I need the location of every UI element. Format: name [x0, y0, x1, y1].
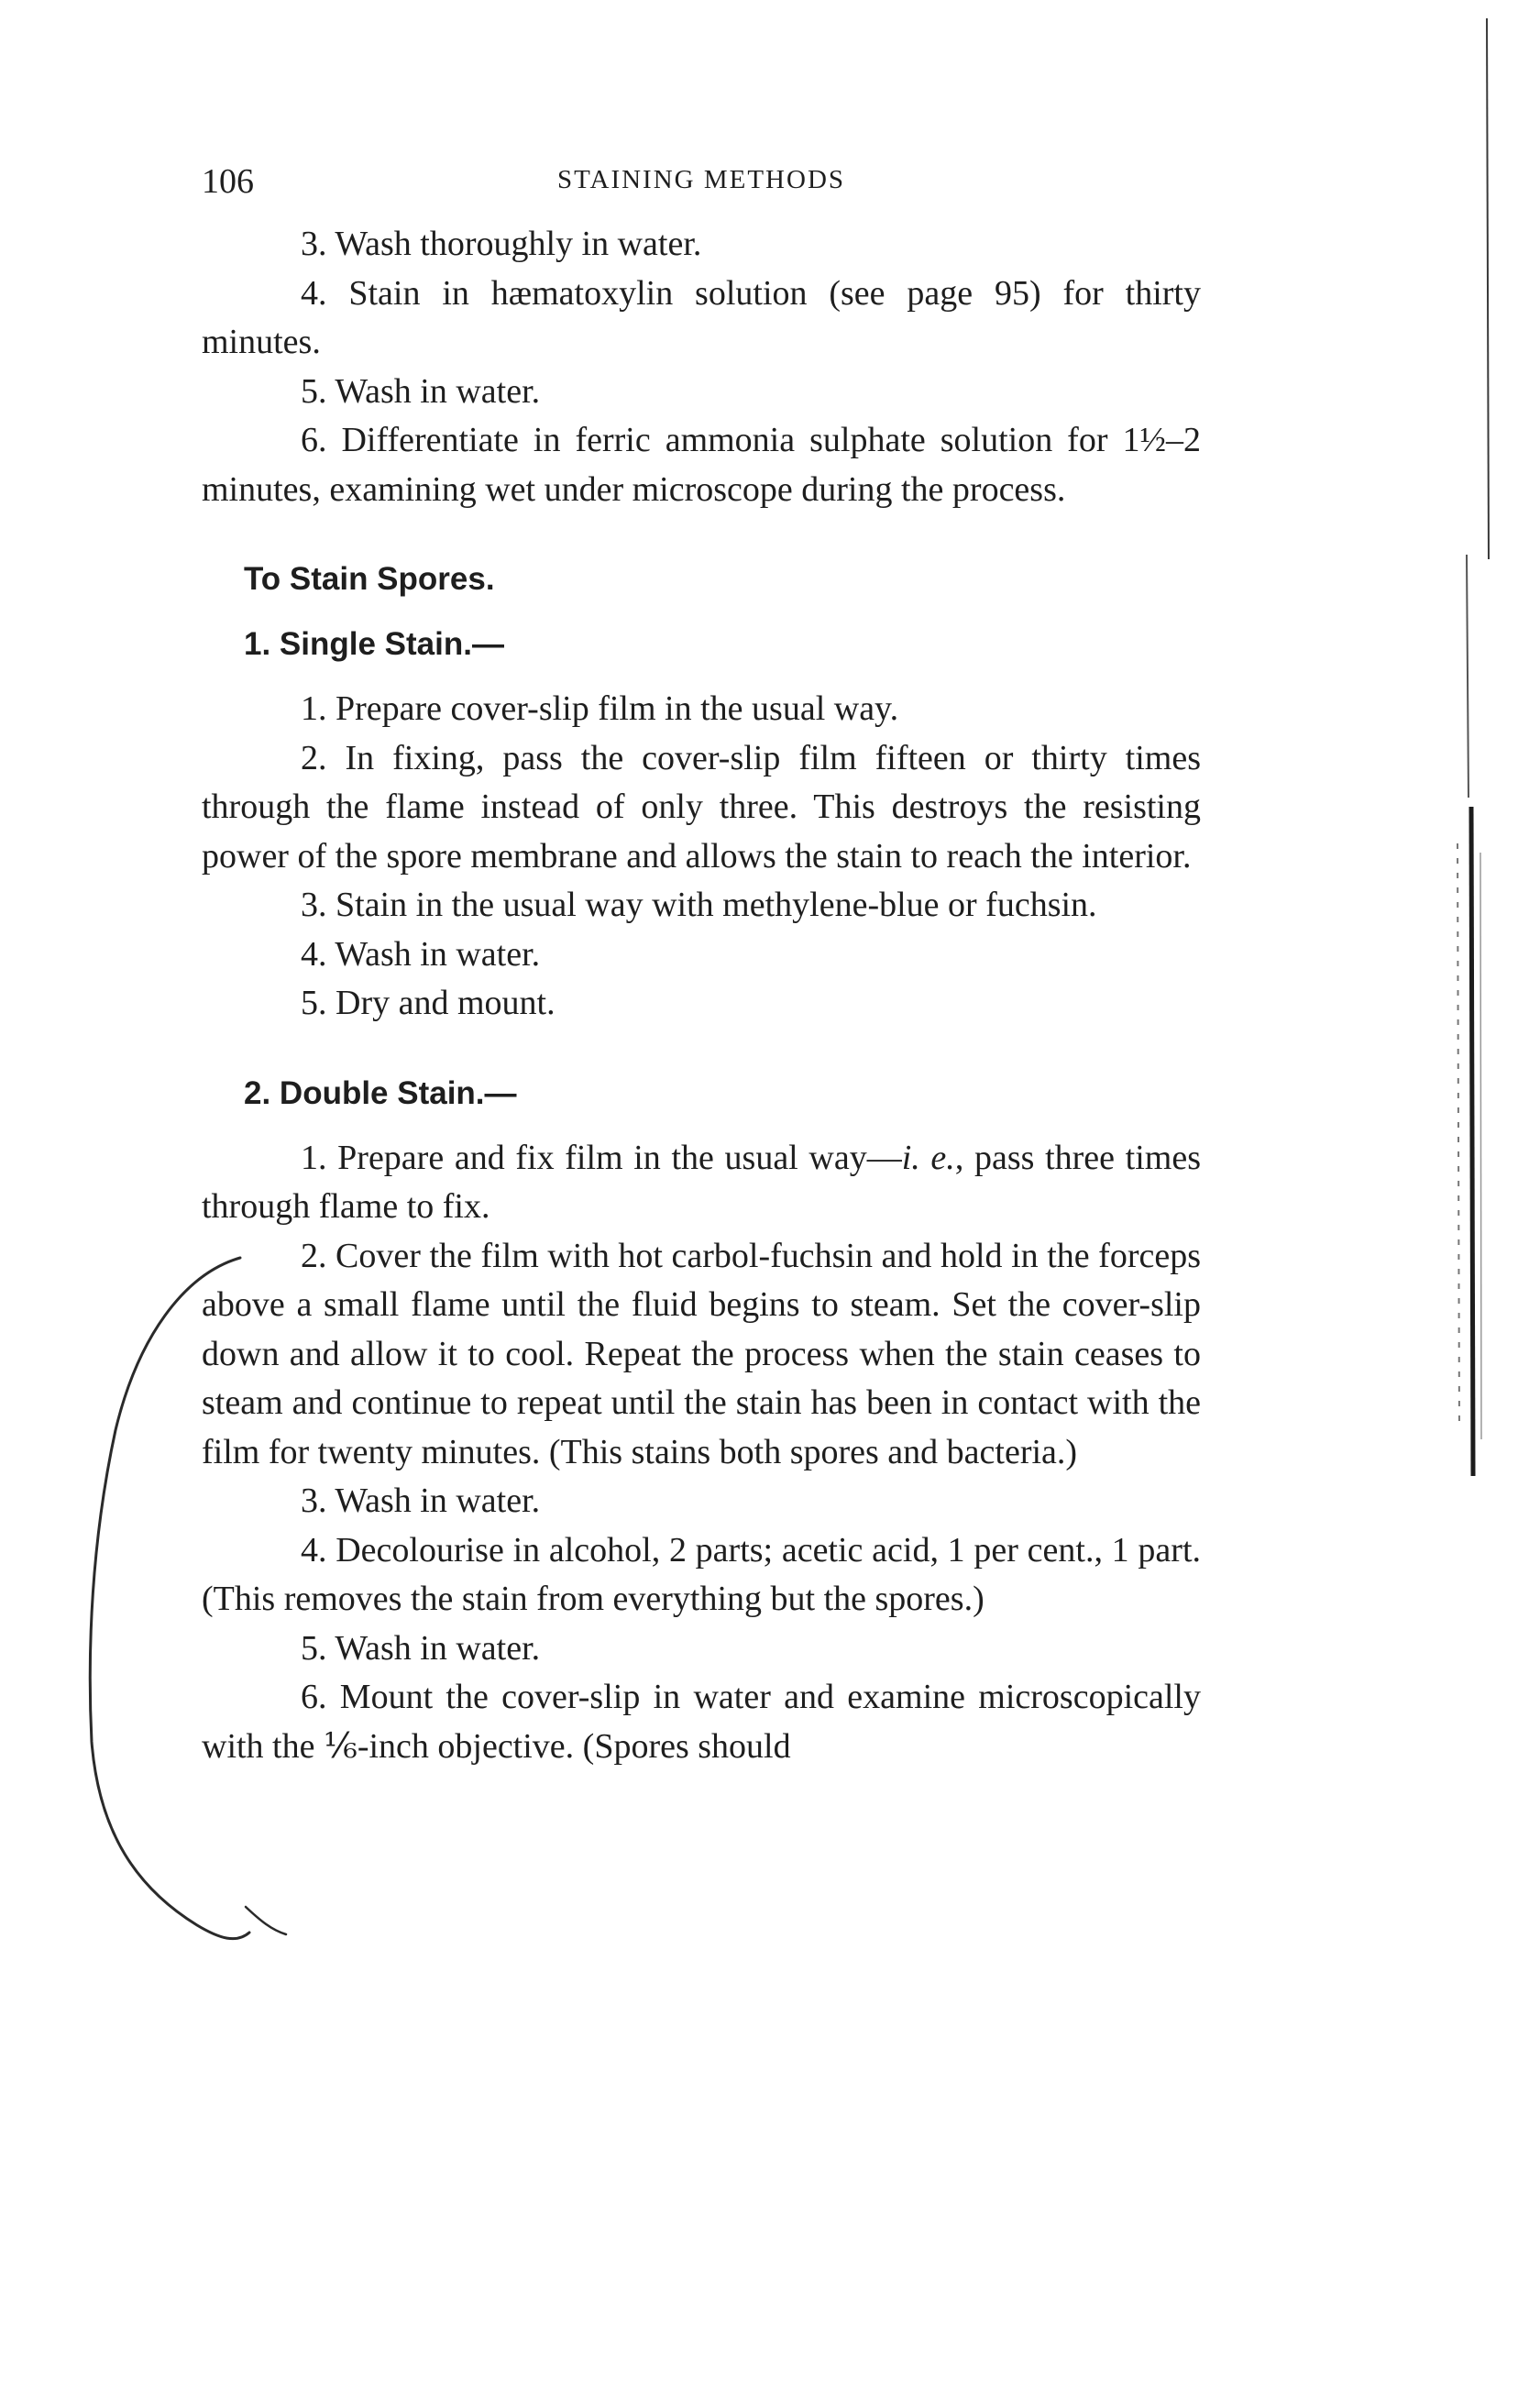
page-binding-edge: [1430, 0, 1540, 2390]
page-body: [202, 220, 1201, 1771]
single-step-2: 2. In fixing, pass the cover-slip film fifteen or thirty times through the flame instead of only three. This destroys the resisting power of the spore membrane and allows the stain to reach the interior.: [202, 738, 1201, 876]
double-step-2: 2. Cover the film with hot carbol-fuchsin and hold in the forceps above a small flame until the fluid begins to steam. Set the cover-slip down and allow it to cool. Repeat the process when the stain ceases to steam and continue to repeat until the stain has been in contact with the film for twenty minutes. (This stains both spores and bacteria.): [202, 1236, 1201, 1471]
double-step-1-ie: i. e.: [901, 1138, 955, 1177]
step-4-stain: 4. Stain in hæmatoxylin solution (see page 95) for thirty minutes.: [202, 273, 1201, 361]
section-heading-spores: To Stain Spores.: [244, 561, 495, 597]
step-6-differentiate: 6. Differentiate in ferric ammonia sulphate solution for 1½–2 minutes, examining wet under microscope during the process.: [202, 421, 1201, 509]
running-head: STAINING METHODS: [556, 165, 846, 194]
subheading-double-stain: 2. Double Stain.—: [244, 1074, 517, 1111]
step-3-wash: 3. Wash thoroughly in water.: [301, 225, 702, 263]
page-header: [202, 154, 1201, 209]
double-step-1-text-a: 1. Prepare and fix film in the usual way—: [301, 1138, 902, 1177]
double-step-4: 4. Decolourise in alcohol, 2 parts; acetic acid, 1 per cent., 1 part. (This removes the stain from everything but the spores.): [202, 1530, 1201, 1618]
single-step-4: 4. Wash in water.: [301, 934, 541, 974]
double-step-1: [202, 1134, 1201, 1232]
single-step-1: 1. Prepare cover-slip film in the usual way.: [301, 689, 899, 728]
subheading-single-stain: 1. Single Stain.—: [244, 626, 504, 662]
single-step-3: 3. Stain in the usual way with methylene-blue or fuchsin.: [301, 886, 1097, 924]
double-step-1-text-b: , pass three times through flame to fix.: [202, 1138, 1201, 1226]
double-step-3: 3. Wash in water.: [301, 1481, 541, 1520]
single-step-5: 5. Dry and mount.: [301, 984, 556, 1022]
double-step-6: 6. Mount the cover-slip in water and examine microscopically with the ⅙-inch objective. (Spores should: [202, 1678, 1201, 1766]
step-5-wash: 5. Wash in water.: [301, 371, 541, 411]
page-number: 106: [202, 162, 254, 201]
double-step-5: 5. Wash in water.: [301, 1628, 541, 1668]
